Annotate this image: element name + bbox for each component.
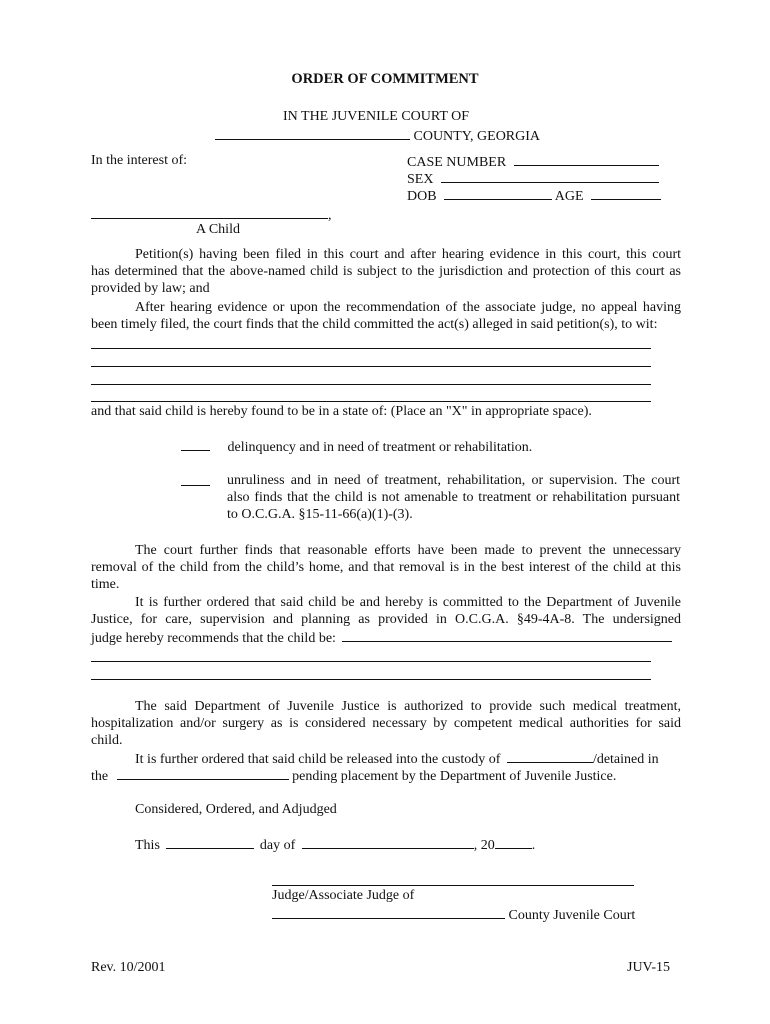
state-line: and that said child is hereby found to be in a state of: (Place an "X" in appropriate space). [91,404,592,419]
acts-line-2[interactable] [91,366,651,367]
para-line: The court further finds that reasonable efforts have been made to prevent the unnecessary [135,543,681,558]
medical-paragraph [91,698,681,749]
option-line: also finds that the child is not amenable to treatment or rehabilitation pursuant [227,490,680,505]
recommendation-line-2[interactable] [91,661,651,662]
age-field[interactable] [591,186,661,200]
judge-signature-line[interactable] [272,885,634,886]
dob-row [407,186,661,205]
considered-line: Considered, Ordered, and Adjudged [135,802,337,817]
case-number-label: CASE NUMBER [407,155,507,170]
judge-label: Judge/Associate Judge of [272,888,415,903]
custody-field[interactable] [507,749,593,763]
para-line: provided by law; and [91,281,210,296]
acts-line-1[interactable] [91,348,651,349]
county-line [215,126,540,145]
unruliness-checkbox[interactable] [181,472,210,486]
form-id: JUV-15 [627,960,671,975]
para-line: The said Department of Juvenile Justice is authorized to provide such medical treatment, [135,699,681,714]
para-line: has determined that the above-named child is subject to the jurisdiction and protection of this court as [91,264,681,279]
interest-label: In the interest of: [91,153,188,168]
document-title: ORDER OF COMMITMENT [291,71,479,87]
county-blank[interactable] [215,126,410,140]
month-field[interactable] [302,835,474,849]
the-label: the [91,769,109,784]
option-line: unruliness and in need of treatment, rehabilitation, or supervision. The court [227,473,680,488]
recommendation-line-3[interactable] [91,679,651,680]
reasonable-efforts-paragraph [91,542,681,593]
day-of-label: day of [259,838,296,853]
delinquency-label: delinquency and in need of treatment or rehabilitation. [227,440,533,455]
child-label: A Child [196,222,240,237]
appeal-paragraph [91,299,681,333]
para-line [91,628,681,647]
acts-line-3[interactable] [91,384,651,385]
acts-line-4[interactable] [91,401,651,402]
child-comma: , [328,208,332,223]
date-period: . [531,838,536,853]
detention-facility-field[interactable] [117,766,289,780]
sex-field[interactable] [441,169,659,183]
revision-label: Rev. 10/2001 [91,960,166,975]
para-line: Justice, for care, supervision and planning as provided in O.C.G.A. §49-4A-8. The undersigned [91,612,681,627]
judge-county-field[interactable] [272,905,505,919]
county-court-label: County Juvenile Court [508,908,636,923]
option-unruliness-mark [181,472,210,491]
para-line: It is further ordered that said child be and hereby is committed to the Department of Juvenile [135,595,681,610]
placement-label: pending placement by the Department of Juvenile Justice. [292,769,617,784]
option-delinquency [181,437,532,456]
placement-line [91,766,616,785]
option-line: to O.C.G.A. §15-11-66(a)(1)-(3). [227,507,413,522]
para-line: time. [91,577,120,592]
recommendation-field[interactable] [342,628,672,642]
unruliness-text [227,472,680,523]
para-line: child. [91,733,123,748]
court-line: IN THE JUVENILE COURT OF [283,109,470,124]
county-label: COUNTY, GEORGIA [413,129,541,144]
this-label: This [135,838,160,853]
dob-field[interactable] [444,186,552,200]
delinquency-checkbox[interactable] [181,437,210,451]
age-label: AGE [554,189,584,204]
para-line: hospitalization and/or surgery as is considered necessary by competent medical authorities for said [91,716,681,731]
year-prefix: , 20 [473,838,495,853]
detained-label: /detained in [592,752,659,767]
commitment-paragraph [91,594,681,647]
petition-paragraph [91,246,681,297]
recommends-label: judge hereby recommends that the child be: [91,631,336,646]
day-field[interactable] [166,835,254,849]
sex-label: SEX [407,172,434,187]
case-number-field[interactable] [514,152,659,166]
para-line: After hearing evidence or upon the recommendation of the associate judge, no appeal having [135,300,681,315]
para-line: Petition(s) having been filed in this court and after hearing evidence in this court, this court [135,247,681,262]
custody-label: It is further ordered that said child be released into the custody of [135,752,501,767]
child-name-field[interactable] [91,205,328,219]
para-line: removal of the child from the child’s home, and that removal is in the best interest of the child at this [91,560,681,575]
para-line: been timely filed, the court finds that the child committed the act(s) alleged in said petition(s), to wit: [91,317,658,332]
dob-label: DOB [407,189,437,204]
date-line [135,835,535,854]
year-field[interactable] [495,835,532,849]
county-court-line [272,905,635,924]
